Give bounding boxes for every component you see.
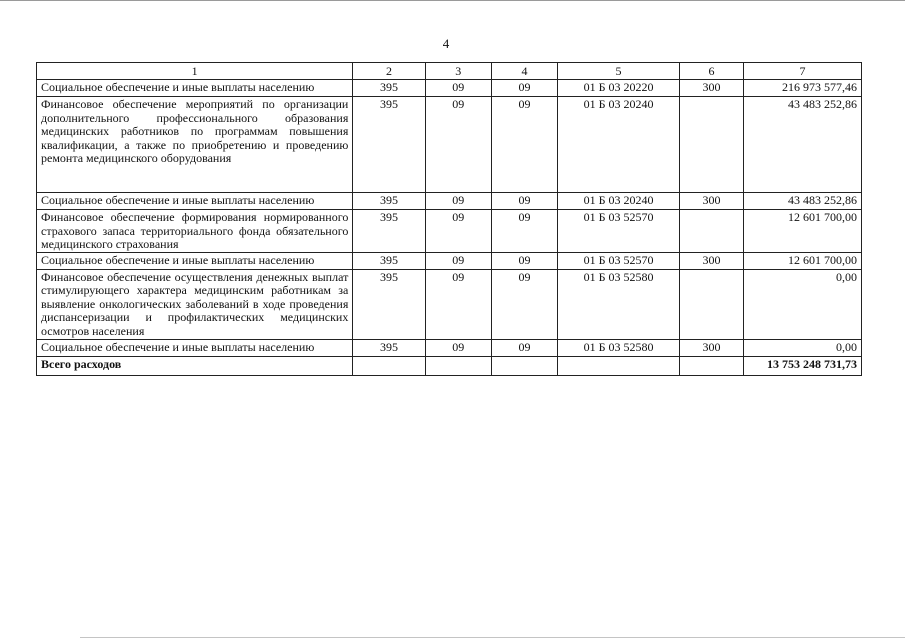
total-empty-cell xyxy=(491,356,557,375)
row-ministry-code: 395 xyxy=(353,252,425,269)
row-expense-type: 300 xyxy=(680,80,744,97)
row-amount: 12 601 700,00 xyxy=(744,252,862,269)
total-empty-cell xyxy=(353,356,425,375)
row-amount: 216 973 577,46 xyxy=(744,80,862,97)
row-description: Социальное обеспечение и иные выплаты населению xyxy=(37,80,353,97)
table-row xyxy=(37,339,862,356)
header-cell-7: 7 xyxy=(744,63,862,80)
row-subsection-code: 09 xyxy=(491,339,557,356)
table-row xyxy=(37,80,862,97)
row-subsection-code: 09 xyxy=(491,80,557,97)
row-section-code: 09 xyxy=(425,80,491,97)
row-description: Социальное обеспечение и иные выплаты населению xyxy=(37,339,353,356)
row-expense-type xyxy=(680,97,744,193)
header-cell-5: 5 xyxy=(558,63,680,80)
header-cell-1: 1 xyxy=(37,63,353,80)
table-row xyxy=(37,252,862,269)
row-target-article: 01 Б 03 52570 xyxy=(558,210,680,253)
total-label: Всего расходов xyxy=(37,356,353,375)
row-section-code: 09 xyxy=(425,339,491,356)
row-ministry-code: 395 xyxy=(353,97,425,193)
row-target-article: 01 Б 03 20240 xyxy=(558,193,680,210)
row-expense-type: 300 xyxy=(680,193,744,210)
header-cell-2: 2 xyxy=(353,63,425,80)
row-description: Социальное обеспечение и иные выплаты населению xyxy=(37,193,353,210)
total-row xyxy=(37,356,862,375)
total-empty-cell xyxy=(425,356,491,375)
row-section-code: 09 xyxy=(425,252,491,269)
row-subsection-code: 09 xyxy=(491,252,557,269)
row-target-article: 01 Б 03 52580 xyxy=(558,269,680,339)
row-target-article: 01 Б 03 20220 xyxy=(558,80,680,97)
row-section-code: 09 xyxy=(425,193,491,210)
table-header-row xyxy=(37,63,862,80)
row-expense-type: 300 xyxy=(680,339,744,356)
expenditure-table xyxy=(36,62,862,376)
row-expense-type xyxy=(680,269,744,339)
table-row xyxy=(37,269,862,339)
row-section-code: 09 xyxy=(425,269,491,339)
header-cell-4: 4 xyxy=(491,63,557,80)
row-ministry-code: 395 xyxy=(353,339,425,356)
row-amount: 0,00 xyxy=(744,269,862,339)
table-row xyxy=(37,210,862,253)
row-target-article: 01 Б 03 52570 xyxy=(558,252,680,269)
row-amount: 43 483 252,86 xyxy=(744,193,862,210)
row-ministry-code: 395 xyxy=(353,80,425,97)
table-row xyxy=(37,193,862,210)
total-empty-cell xyxy=(680,356,744,375)
row-ministry-code: 395 xyxy=(353,210,425,253)
row-subsection-code: 09 xyxy=(491,269,557,339)
scan-top-edge-line xyxy=(0,0,905,1)
row-description: Финансовое обеспечение формирования нормированного страхового запаса территориального фонда обязательного медицинского страхования xyxy=(37,210,353,253)
row-description: Финансовое обеспечение осуществления денежных выплат стимулирующего характера медицинским работникам за выявление онкологических заболеваний в ходе проведения диспансеризации и профилактических медицинских осмотров населения xyxy=(37,269,353,339)
page-number: 4 xyxy=(442,36,450,51)
row-ministry-code: 395 xyxy=(353,193,425,210)
row-target-article: 01 Б 03 52580 xyxy=(558,339,680,356)
row-expense-type xyxy=(680,210,744,253)
row-description: Финансовое обеспечение мероприятий по организации дополнительного профессионального образования медицинских работников по программам повышения квалификации, а также по приобретению и проведению ремонта медицинского оборудования xyxy=(37,97,353,193)
total-empty-cell xyxy=(558,356,680,375)
row-section-code: 09 xyxy=(425,97,491,193)
row-ministry-code: 395 xyxy=(353,269,425,339)
table-row xyxy=(37,97,862,193)
row-expense-type: 300 xyxy=(680,252,744,269)
row-amount: 12 601 700,00 xyxy=(744,210,862,253)
row-section-code: 09 xyxy=(425,210,491,253)
row-target-article: 01 Б 03 20240 xyxy=(558,97,680,193)
row-amount: 0,00 xyxy=(744,339,862,356)
row-amount: 43 483 252,86 xyxy=(744,97,862,193)
header-cell-3: 3 xyxy=(425,63,491,80)
row-subsection-code: 09 xyxy=(491,193,557,210)
header-cell-6: 6 xyxy=(680,63,744,80)
row-subsection-code: 09 xyxy=(491,97,557,193)
scan-bottom-edge-line xyxy=(80,637,905,638)
row-description: Социальное обеспечение и иные выплаты населению xyxy=(37,252,353,269)
total-amount: 13 753 248 731,73 xyxy=(744,356,862,375)
row-subsection-code: 09 xyxy=(491,210,557,253)
